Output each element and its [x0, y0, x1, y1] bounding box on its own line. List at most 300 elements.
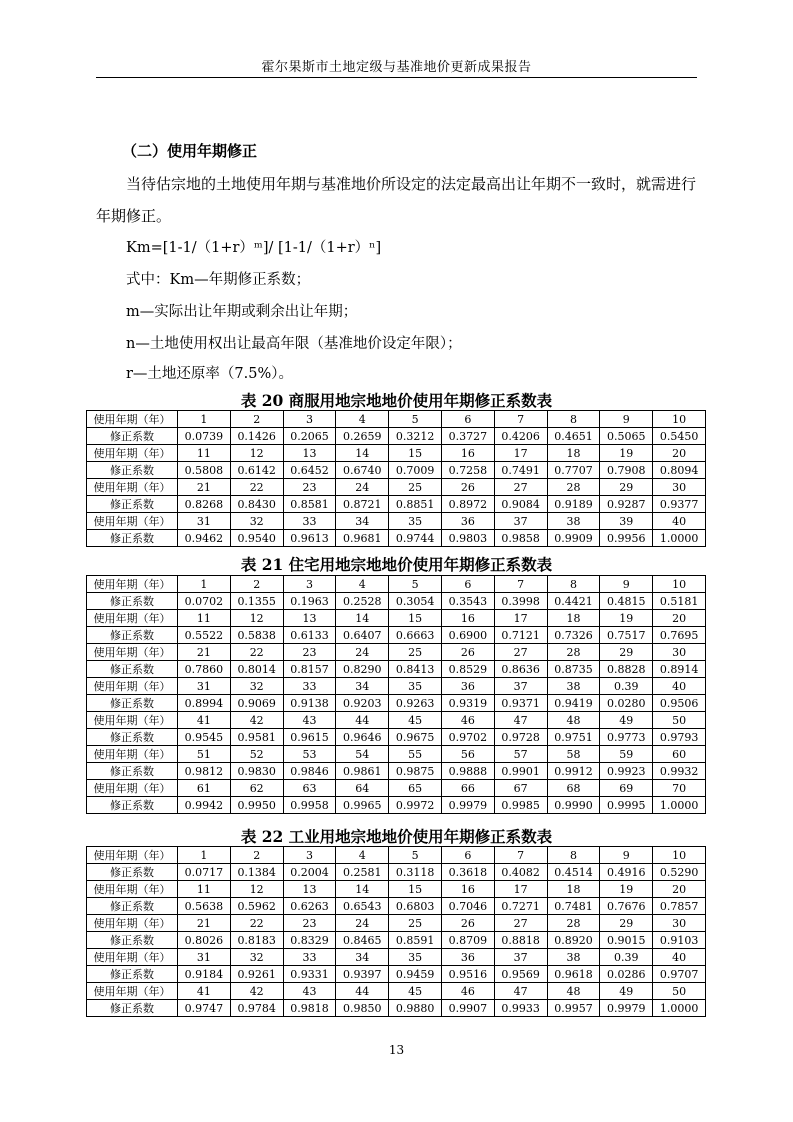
coefficient-cell: 0.6452: [283, 462, 336, 479]
year-cell: 37: [494, 678, 547, 695]
coefficient-cell: 0.5065: [600, 428, 653, 445]
coefficient-cell: 0.5808: [178, 462, 231, 479]
year-cell: 26: [441, 915, 494, 932]
year-label-cell: 使用年期（年）: [87, 915, 178, 932]
year-cell: 24: [336, 644, 389, 661]
coefficient-cell: 0.7707: [547, 462, 600, 479]
year-cell: 11: [178, 445, 231, 462]
coefficient-cell: 0.9901: [494, 763, 547, 780]
industrial-coefficient-table: [86, 846, 706, 1017]
definition-line: n—土地使用权出让最高年限（基准地价设定年限）；: [126, 336, 462, 352]
year-cell: 64: [336, 780, 389, 797]
year-cell: 10: [653, 411, 706, 428]
coefficient-cell: 0.9675: [389, 729, 442, 746]
coefficient-cell: 0.3054: [389, 593, 442, 610]
residential-coefficient-table: [86, 575, 706, 814]
year-cell: 30: [653, 644, 706, 661]
coefficient-cell: 0.9850: [336, 1000, 389, 1017]
coefficient-cell: 0.3618: [441, 864, 494, 881]
year-cell: 46: [441, 712, 494, 729]
coefficient-cell: 0.9793: [653, 729, 706, 746]
coefficient-cell: 0.9784: [230, 1000, 283, 1017]
coefficient-cell: 0.0739: [178, 428, 231, 445]
year-cell: 28: [547, 644, 600, 661]
coefficient-cell: 0.6663: [389, 627, 442, 644]
year-cell: 36: [441, 949, 494, 966]
coefficient-cell: 0.5962: [230, 898, 283, 915]
year-row: [87, 847, 706, 864]
year-cell: 2: [230, 847, 283, 864]
intro-paragraph: 当待估宗地的土地使用年期与基准地价所设定的法定最高出让年期不一致时，就需进行年期修正。: [96, 175, 697, 225]
year-cell: 30: [653, 479, 706, 496]
coefficient-cell: 0.2581: [336, 864, 389, 881]
coefficient-cell: 0.7676: [600, 898, 653, 915]
year-cell: 13: [283, 610, 336, 627]
year-cell: 56: [441, 746, 494, 763]
coefficient-cell: 0.9830: [230, 763, 283, 780]
year-cell: 31: [178, 513, 231, 530]
coefficient-cell: 0.9923: [600, 763, 653, 780]
year-cell: 14: [336, 881, 389, 898]
year-cell: 2: [230, 576, 283, 593]
year-row: [87, 644, 706, 661]
coefficient-cell: 0.7009: [389, 462, 442, 479]
coefficient-cell: 0.2659: [336, 428, 389, 445]
coefficient-cell: 0.9744: [389, 530, 442, 547]
year-cell: 3: [283, 847, 336, 864]
coefficient-cell: 0.9319: [441, 695, 494, 712]
year-label-cell: 使用年期（年）: [87, 513, 178, 530]
year-cell: 1: [178, 411, 231, 428]
coefficient-cell: 0.8157: [283, 661, 336, 678]
coefficient-cell: 0.6740: [336, 462, 389, 479]
coefficient-cell: 0.9084: [494, 496, 547, 513]
coefficient-cell: 0.1963: [283, 593, 336, 610]
year-cell: 18: [547, 445, 600, 462]
coefficient-cell: 0.9985: [494, 797, 547, 814]
year-cell: 10: [653, 847, 706, 864]
year-cell: 59: [600, 746, 653, 763]
coefficient-cell: 0.9516: [441, 966, 494, 983]
coefficient-label-cell: 修正系数: [87, 593, 178, 610]
year-cell: 38: [547, 949, 600, 966]
year-cell: 16: [441, 610, 494, 627]
year-cell: 63: [283, 780, 336, 797]
coefficient-cell: 0.8636: [494, 661, 547, 678]
year-cell: 45: [389, 712, 442, 729]
coefficient-cell: 0.5290: [653, 864, 706, 881]
year-cell: 0.39: [600, 678, 653, 695]
coefficient-cell: 0.8735: [547, 661, 600, 678]
coefficient-cell: 0.8920: [547, 932, 600, 949]
coefficient-label-cell: 修正系数: [87, 530, 178, 547]
table-caption: 表 21 住宅用地宗地地价使用年期修正系数表: [240, 555, 553, 574]
coefficient-cell: 0.8094: [653, 462, 706, 479]
coefficient-cell: 0.4082: [494, 864, 547, 881]
year-cell: 18: [547, 881, 600, 898]
coefficient-cell: 0.9615: [283, 729, 336, 746]
year-row: [87, 513, 706, 530]
coefficient-cell: 0.8329: [283, 932, 336, 949]
year-cell: 3: [283, 576, 336, 593]
year-cell: 19: [600, 881, 653, 898]
table-caption: 表 22 工业用地宗地地价使用年期修正系数表: [240, 827, 553, 846]
coefficient-cell: 0.9979: [441, 797, 494, 814]
year-cell: 32: [230, 949, 283, 966]
year-cell: 20: [653, 610, 706, 627]
coefficient-cell: 0.4815: [600, 593, 653, 610]
year-cell: 19: [600, 445, 653, 462]
year-cell: 9: [600, 576, 653, 593]
year-cell: 39: [600, 513, 653, 530]
coefficient-cell: 0.9990: [547, 797, 600, 814]
year-cell: 7: [494, 847, 547, 864]
coefficient-cell: 0.9613: [283, 530, 336, 547]
year-cell: 36: [441, 678, 494, 695]
coefficient-row: [87, 864, 706, 881]
year-cell: 23: [283, 644, 336, 661]
year-cell: 29: [600, 479, 653, 496]
year-cell: 49: [600, 983, 653, 1000]
year-row: [87, 445, 706, 462]
coefficient-cell: 0.1426: [230, 428, 283, 445]
coefficient-cell: 0.6543: [336, 898, 389, 915]
year-cell: 34: [336, 513, 389, 530]
year-row: [87, 712, 706, 729]
year-label-cell: 使用年期（年）: [87, 847, 178, 864]
year-cell: 12: [230, 445, 283, 462]
coefficient-cell: 0.9015: [600, 932, 653, 949]
coefficient-cell: 0.8914: [653, 661, 706, 678]
year-cell: 43: [283, 983, 336, 1000]
commercial-coefficient-table: [86, 410, 706, 547]
year-cell: 25: [389, 915, 442, 932]
coefficient-label-cell: 修正系数: [87, 966, 178, 983]
coefficient-cell: 0.9681: [336, 530, 389, 547]
year-row: [87, 678, 706, 695]
coefficient-label-cell: 修正系数: [87, 729, 178, 746]
coefficient-cell: 0.7491: [494, 462, 547, 479]
coefficient-cell: 0.9103: [653, 932, 706, 949]
year-cell: 28: [547, 479, 600, 496]
coefficient-cell: 0.4916: [600, 864, 653, 881]
year-cell: 43: [283, 712, 336, 729]
coefficient-cell: 0.9581: [230, 729, 283, 746]
year-cell: 37: [494, 513, 547, 530]
year-label-cell: 使用年期（年）: [87, 983, 178, 1000]
year-cell: 52: [230, 746, 283, 763]
coefficient-cell: 0.8268: [178, 496, 231, 513]
coefficient-cell: 0.8709: [441, 932, 494, 949]
year-cell: 23: [283, 479, 336, 496]
coefficient-cell: 0.8828: [600, 661, 653, 678]
coefficient-cell: 0.5450: [653, 428, 706, 445]
year-cell: 36: [441, 513, 494, 530]
year-cell: 42: [230, 712, 283, 729]
year-cell: 4: [336, 411, 389, 428]
coefficient-cell: 0.9803: [441, 530, 494, 547]
coefficient-row: [87, 661, 706, 678]
formula: Km=[1-1/（1+r）ᵐ]/ [1-1/（1+r）ⁿ]: [126, 240, 382, 256]
year-cell: 12: [230, 881, 283, 898]
year-cell: 9: [600, 847, 653, 864]
year-cell: 60: [653, 746, 706, 763]
coefficient-cell: 0.7271: [494, 898, 547, 915]
year-row: [87, 746, 706, 763]
year-cell: 27: [494, 479, 547, 496]
coefficient-cell: 0.8183: [230, 932, 283, 949]
coefficient-cell: 0.8994: [178, 695, 231, 712]
year-cell: 50: [653, 983, 706, 1000]
coefficient-cell: 0.3118: [389, 864, 442, 881]
year-cell: 70: [653, 780, 706, 797]
year-cell: 40: [653, 678, 706, 695]
year-cell: 29: [600, 915, 653, 932]
year-cell: 12: [230, 610, 283, 627]
coefficient-cell: 0.8529: [441, 661, 494, 678]
coefficient-cell: 0.6803: [389, 898, 442, 915]
year-cell: 51: [178, 746, 231, 763]
year-cell: 21: [178, 479, 231, 496]
year-row: [87, 949, 706, 966]
year-cell: 15: [389, 610, 442, 627]
year-cell: 62: [230, 780, 283, 797]
coefficient-row: [87, 530, 706, 547]
year-label-cell: 使用年期（年）: [87, 712, 178, 729]
coefficient-label-cell: 修正系数: [87, 428, 178, 445]
year-cell: 35: [389, 513, 442, 530]
year-cell: 31: [178, 678, 231, 695]
year-cell: 17: [494, 610, 547, 627]
year-cell: 37: [494, 949, 547, 966]
year-cell: 34: [336, 949, 389, 966]
coefficient-cell: 0.9972: [389, 797, 442, 814]
coefficient-cell: 0.9462: [178, 530, 231, 547]
year-cell: 68: [547, 780, 600, 797]
year-row: [87, 881, 706, 898]
year-cell: 26: [441, 479, 494, 496]
coefficient-cell: 0.9189: [547, 496, 600, 513]
coefficient-cell: 0.8290: [336, 661, 389, 678]
header-divider: [96, 77, 697, 78]
year-cell: 33: [283, 949, 336, 966]
year-cell: 35: [389, 949, 442, 966]
coefficient-cell: 0.2004: [283, 864, 336, 881]
year-label-cell: 使用年期（年）: [87, 678, 178, 695]
year-cell: 33: [283, 513, 336, 530]
coefficient-label-cell: 修正系数: [87, 763, 178, 780]
year-cell: 66: [441, 780, 494, 797]
coefficient-cell: 0.7326: [547, 627, 600, 644]
year-cell: 49: [600, 712, 653, 729]
year-cell: 32: [230, 678, 283, 695]
coefficient-cell: 0.9371: [494, 695, 547, 712]
year-cell: 13: [283, 445, 336, 462]
coefficient-cell: 0.8014: [230, 661, 283, 678]
year-label-cell: 使用年期（年）: [87, 780, 178, 797]
year-cell: 55: [389, 746, 442, 763]
coefficient-cell: 0.6900: [441, 627, 494, 644]
year-cell: 20: [653, 445, 706, 462]
coefficient-label-cell: 修正系数: [87, 462, 178, 479]
coefficient-cell: 0.9569: [494, 966, 547, 983]
coefficient-cell: 0.9646: [336, 729, 389, 746]
coefficient-cell: 0.9069: [230, 695, 283, 712]
coefficient-row: [87, 932, 706, 949]
year-cell: 1: [178, 576, 231, 593]
coefficient-cell: 0.9858: [494, 530, 547, 547]
coefficient-cell: 0.9419: [547, 695, 600, 712]
coefficient-cell: 0.9203: [336, 695, 389, 712]
coefficient-row: [87, 1000, 706, 1017]
year-cell: 40: [653, 513, 706, 530]
coefficient-cell: 1.0000: [653, 797, 706, 814]
year-label-cell: 使用年期（年）: [87, 445, 178, 462]
coefficient-cell: 0.9912: [547, 763, 600, 780]
coefficient-cell: 1.0000: [653, 530, 706, 547]
coefficient-cell: 0.8591: [389, 932, 442, 949]
coefficient-cell: 0.8026: [178, 932, 231, 949]
coefficient-label-cell: 修正系数: [87, 627, 178, 644]
coefficient-cell: 0.9751: [547, 729, 600, 746]
year-cell: 30: [653, 915, 706, 932]
year-label-cell: 使用年期（年）: [87, 949, 178, 966]
year-cell: 17: [494, 445, 547, 462]
year-row: [87, 479, 706, 496]
coefficient-cell: 0.9932: [653, 763, 706, 780]
coefficient-label-cell: 修正系数: [87, 932, 178, 949]
year-cell: 47: [494, 983, 547, 1000]
year-cell: 28: [547, 915, 600, 932]
year-cell: 19: [600, 610, 653, 627]
coefficient-cell: 0.9728: [494, 729, 547, 746]
coefficient-row: [87, 695, 706, 712]
year-label-cell: 使用年期（年）: [87, 411, 178, 428]
year-cell: 18: [547, 610, 600, 627]
year-cell: 48: [547, 983, 600, 1000]
coefficient-cell: 0.4421: [547, 593, 600, 610]
coefficient-row: [87, 763, 706, 780]
coefficient-cell: 0.9888: [441, 763, 494, 780]
coefficient-cell: 0.9861: [336, 763, 389, 780]
year-cell: 53: [283, 746, 336, 763]
year-cell: 6: [441, 847, 494, 864]
year-cell: 5: [389, 847, 442, 864]
coefficient-cell: 0.5638: [178, 898, 231, 915]
coefficient-cell: 0.9875: [389, 763, 442, 780]
year-cell: 14: [336, 445, 389, 462]
year-row: [87, 411, 706, 428]
year-cell: 0.39: [600, 949, 653, 966]
year-cell: 6: [441, 576, 494, 593]
coefficient-cell: 0.9707: [653, 966, 706, 983]
year-cell: 21: [178, 915, 231, 932]
coefficient-cell: 0.5522: [178, 627, 231, 644]
definition-line: r—土地还原率（7.5%）。: [126, 366, 294, 382]
coefficient-cell: 0.6263: [283, 898, 336, 915]
page-header: 霍尔果斯市土地定级与基准地价更新成果报告: [261, 60, 532, 75]
year-cell: 16: [441, 445, 494, 462]
coefficient-cell: 0.2065: [283, 428, 336, 445]
coefficient-cell: 0.5181: [653, 593, 706, 610]
coefficient-cell: 0.9377: [653, 496, 706, 513]
coefficient-cell: 0.7908: [600, 462, 653, 479]
year-cell: 17: [494, 881, 547, 898]
year-cell: 50: [653, 712, 706, 729]
year-cell: 22: [230, 915, 283, 932]
year-cell: 32: [230, 513, 283, 530]
definition-line: m—实际出让年期或剩余出让年期；: [126, 304, 358, 320]
coefficient-cell: 0.0702: [178, 593, 231, 610]
year-cell: 5: [389, 411, 442, 428]
year-cell: 8: [547, 411, 600, 428]
year-cell: 38: [547, 513, 600, 530]
year-cell: 3: [283, 411, 336, 428]
coefficient-cell: 0.4651: [547, 428, 600, 445]
year-cell: 4: [336, 847, 389, 864]
coefficient-cell: 0.9773: [600, 729, 653, 746]
coefficient-row: [87, 428, 706, 445]
coefficient-label-cell: 修正系数: [87, 1000, 178, 1017]
coefficient-label-cell: 修正系数: [87, 797, 178, 814]
year-cell: 40: [653, 949, 706, 966]
year-label-cell: 使用年期（年）: [87, 881, 178, 898]
coefficient-label-cell: 修正系数: [87, 661, 178, 678]
coefficient-cell: 0.8413: [389, 661, 442, 678]
year-cell: 57: [494, 746, 547, 763]
year-cell: 8: [547, 847, 600, 864]
section-title: （二）使用年期修正: [122, 142, 258, 160]
year-label-cell: 使用年期（年）: [87, 746, 178, 763]
year-cell: 26: [441, 644, 494, 661]
coefficient-cell: 0.7857: [653, 898, 706, 915]
year-cell: 34: [336, 678, 389, 695]
year-cell: 8: [547, 576, 600, 593]
year-cell: 31: [178, 949, 231, 966]
coefficient-cell: 0.9331: [283, 966, 336, 983]
year-cell: 2: [230, 411, 283, 428]
coefficient-cell: 0.8972: [441, 496, 494, 513]
coefficient-row: [87, 797, 706, 814]
coefficient-cell: 0.9909: [547, 530, 600, 547]
year-row: [87, 610, 706, 627]
year-cell: 35: [389, 678, 442, 695]
coefficient-cell: 0.7258: [441, 462, 494, 479]
year-cell: 38: [547, 678, 600, 695]
year-cell: 10: [653, 576, 706, 593]
year-cell: 25: [389, 479, 442, 496]
page-number: 13: [388, 1043, 405, 1057]
coefficient-cell: 0.9702: [441, 729, 494, 746]
year-cell: 41: [178, 712, 231, 729]
coefficient-cell: 0.9618: [547, 966, 600, 983]
coefficient-cell: 0.8721: [336, 496, 389, 513]
year-cell: 15: [389, 445, 442, 462]
coefficient-cell: 0.6407: [336, 627, 389, 644]
coefficient-cell: 0.0717: [178, 864, 231, 881]
year-cell: 24: [336, 479, 389, 496]
coefficient-cell: 0.9397: [336, 966, 389, 983]
year-cell: 4: [336, 576, 389, 593]
year-label-cell: 使用年期（年）: [87, 644, 178, 661]
coefficient-cell: 0.4206: [494, 428, 547, 445]
year-row: [87, 983, 706, 1000]
coefficient-cell: 0.8581: [283, 496, 336, 513]
coefficient-cell: 0.7517: [600, 627, 653, 644]
year-cell: 54: [336, 746, 389, 763]
year-cell: 14: [336, 610, 389, 627]
coefficient-cell: 0.9958: [283, 797, 336, 814]
